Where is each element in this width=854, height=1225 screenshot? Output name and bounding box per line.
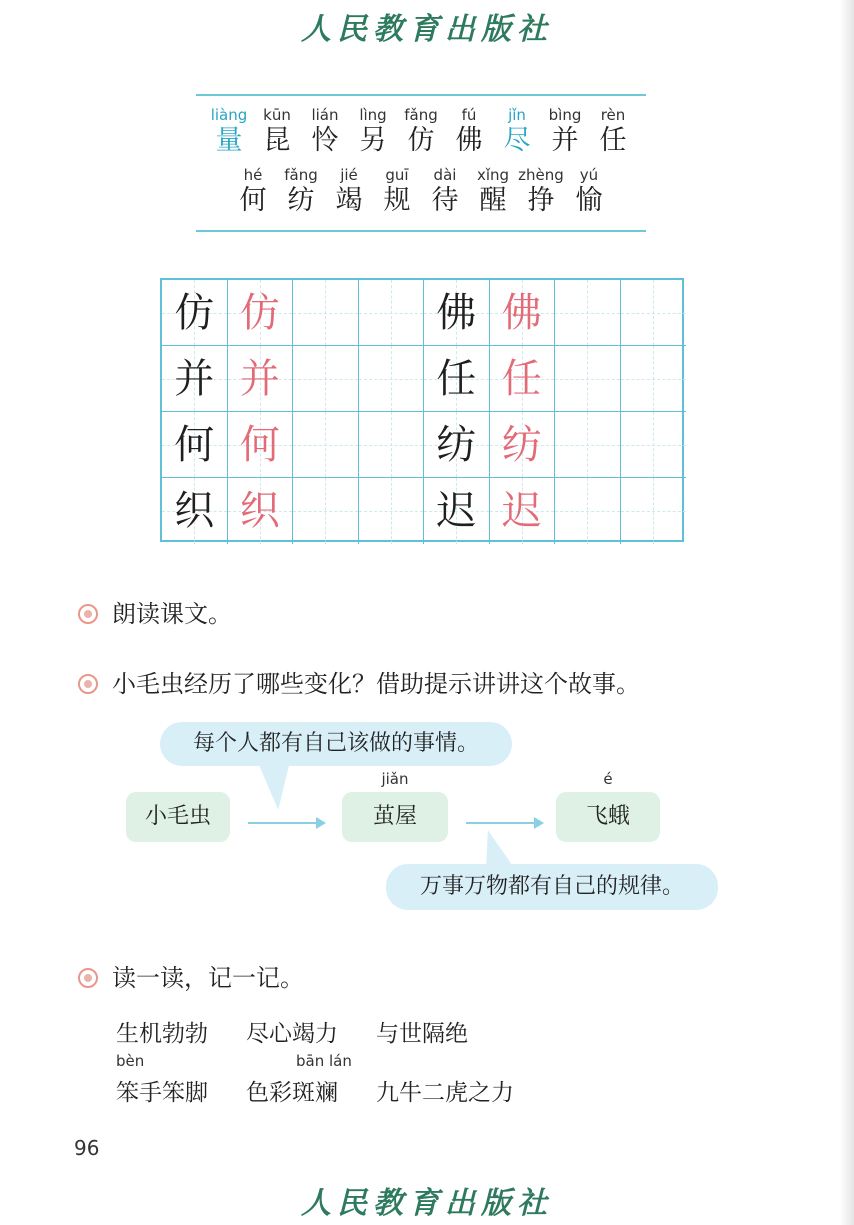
publisher-footer: 人民教育出版社 xyxy=(301,1186,553,1221)
grid-cell xyxy=(424,280,490,346)
model-character: 织 xyxy=(174,488,215,534)
grid-cell xyxy=(162,280,228,346)
vocab-char: fǎng 仿 xyxy=(404,106,438,156)
idiom: 九牛二虎之力 xyxy=(376,1080,514,1106)
grid-cell xyxy=(228,412,294,478)
grid-cell xyxy=(490,412,556,478)
model-character: 并 xyxy=(174,356,215,402)
arrow-right-icon xyxy=(248,822,324,824)
arrow-right-icon xyxy=(466,822,542,824)
grid-cell xyxy=(621,478,687,544)
stage-moth: é 飞蛾 xyxy=(556,792,660,842)
grid-cell xyxy=(162,346,228,412)
vocab-char: xǐng 醒 xyxy=(476,166,510,216)
stage-cocoon: jiǎn 茧屋 xyxy=(342,792,448,842)
idiom: 与世隔绝 xyxy=(376,1021,468,1047)
flower-bullet-icon xyxy=(78,968,98,988)
vocab-char: lìng 另 xyxy=(359,106,387,156)
vocab-char: hé 何 xyxy=(239,166,267,216)
flower-bullet-icon xyxy=(78,674,98,694)
grid-cell xyxy=(555,412,621,478)
hint-bubble-2: 万事万物都有自己的规律。 xyxy=(386,864,718,910)
page-number: 96 xyxy=(74,1136,100,1160)
grid-cell xyxy=(621,412,687,478)
vocab-char: guī 规 xyxy=(383,166,411,216)
vocab-char: kūn 昆 xyxy=(263,106,291,156)
publisher-header: 人民教育出版社 xyxy=(301,12,553,47)
grid-cell xyxy=(293,280,359,346)
vocab-char: jǐn 尽 xyxy=(503,106,531,156)
model-character: 佛 xyxy=(436,290,477,336)
speech-bubble-tail xyxy=(258,762,298,810)
model-character: 纺 xyxy=(436,422,477,468)
idiom: 尽心竭力 xyxy=(246,1021,338,1047)
grid-cell xyxy=(359,412,425,478)
grid-cell xyxy=(162,478,228,544)
idiom: 生机勃勃 xyxy=(116,1021,208,1047)
model-character: 任 xyxy=(436,356,477,402)
page-edge-shadow xyxy=(840,0,854,1225)
grid-cell xyxy=(293,412,359,478)
grid-cell xyxy=(490,280,556,346)
vocab-char: lián 怜 xyxy=(311,106,339,156)
grid-cell xyxy=(228,478,294,544)
trace-character: 仿 xyxy=(239,290,280,336)
vocab-char: bìng 并 xyxy=(548,106,582,156)
grid-cell xyxy=(228,280,294,346)
vocab-char: rèn 任 xyxy=(599,106,627,156)
trace-character: 何 xyxy=(239,422,280,468)
grid-cell xyxy=(424,346,490,412)
grid-cell xyxy=(621,346,687,412)
vocab-char: zhèng 挣 xyxy=(518,166,564,216)
speech-bubble-tail xyxy=(474,830,514,868)
grid-cell xyxy=(555,478,621,544)
vocab-char: fǎng 纺 xyxy=(284,166,318,216)
trace-character: 迟 xyxy=(501,488,542,534)
model-character: 仿 xyxy=(174,290,215,336)
hint-bubble-1: 每个人都有自己该做的事情。 xyxy=(160,722,512,766)
trace-character: 织 xyxy=(239,488,280,534)
task-read-aloud: 朗读课文。 xyxy=(78,594,232,629)
grid-cell xyxy=(424,478,490,544)
grid-cell xyxy=(424,412,490,478)
grid-cell xyxy=(359,280,425,346)
trace-character: 纺 xyxy=(501,422,542,468)
vocab-box xyxy=(196,94,646,232)
writing-grid xyxy=(160,278,684,542)
grid-cell xyxy=(555,280,621,346)
grid-cell xyxy=(359,346,425,412)
idiom: bān lán 色彩斑斓 xyxy=(246,1052,352,1106)
flower-bullet-icon xyxy=(78,604,98,624)
grid-cell xyxy=(293,346,359,412)
vocab-char: liàng 量 xyxy=(210,106,248,156)
grid-cell xyxy=(490,478,556,544)
idiom: bèn 笨手笨脚 xyxy=(116,1052,208,1106)
trace-character: 任 xyxy=(501,356,542,402)
grid-cell xyxy=(359,478,425,544)
model-character: 何 xyxy=(174,422,215,468)
vocab-char: dài 待 xyxy=(431,166,459,216)
idiom-pinyin: bèn xyxy=(116,1052,145,1070)
vocab-char: jié 竭 xyxy=(335,166,363,216)
vocab-char: yú 愉 xyxy=(575,166,603,216)
grid-cell xyxy=(228,346,294,412)
grid-cell xyxy=(555,346,621,412)
grid-cell xyxy=(162,412,228,478)
vocab-row-1 xyxy=(196,106,646,158)
grid-cell xyxy=(490,346,556,412)
grid-cell xyxy=(293,478,359,544)
vocab-row-2 xyxy=(196,166,646,218)
stage-caterpillar: 小毛虫 xyxy=(126,792,230,842)
task-read-remember: 读一读，记一记。 xyxy=(78,958,304,993)
trace-character: 佛 xyxy=(501,290,542,336)
task-retell-story: 小毛虫经历了哪些变化？借助提示讲讲这个故事。 xyxy=(78,664,640,699)
trace-character: 并 xyxy=(239,356,280,402)
vocab-char: fú 佛 xyxy=(455,106,483,156)
grid-cell xyxy=(621,280,687,346)
model-character: 迟 xyxy=(436,488,477,534)
idiom-pinyin: bān lán xyxy=(296,1052,352,1070)
